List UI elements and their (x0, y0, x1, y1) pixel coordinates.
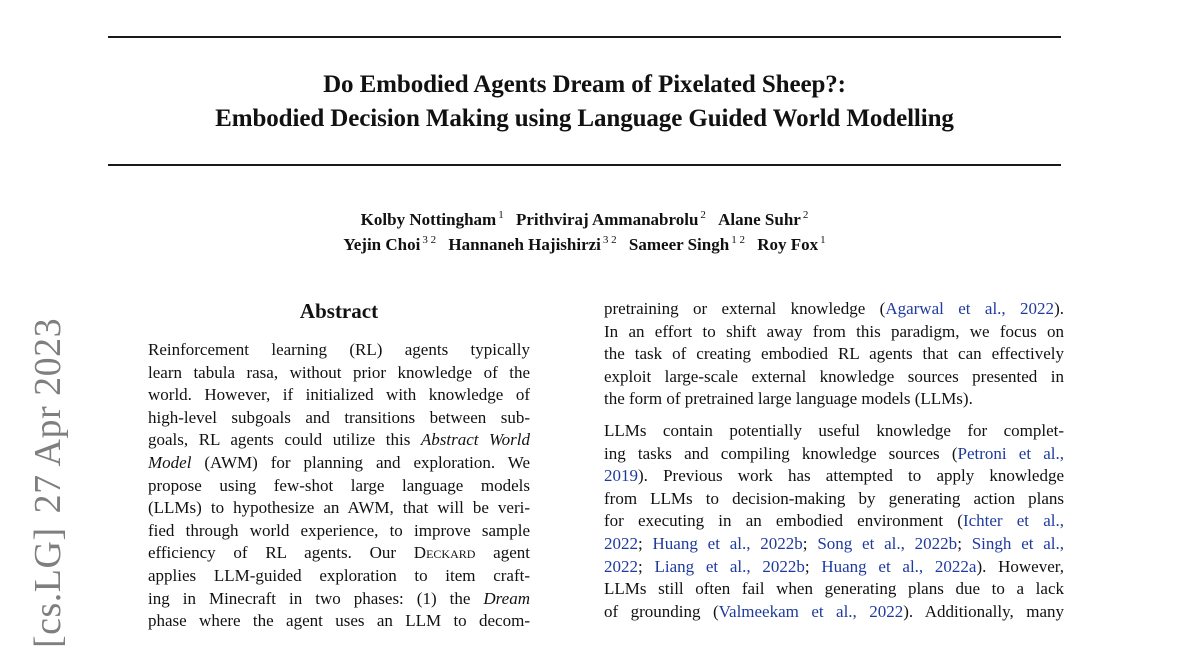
paper-title (108, 68, 1061, 136)
title-line-1: Do Embodied Agents Dream of Pixelated Sheep?: (323, 71, 846, 98)
citation-link[interactable]: Agarwal et al., 2022 (885, 299, 1055, 318)
text-line: world. However, if initialized with knowledge of (148, 385, 530, 405)
text-line: the task of creating embodied RL agents that can effectively (604, 344, 1064, 364)
text-line: 2022; Liang et al., 2022b; Huang et al., 2022a). However, (604, 556, 1064, 576)
citation-link[interactable]: Huang et al., 2022b (652, 533, 803, 553)
emphasis: Model (148, 452, 192, 472)
text-line: applies LLM-guided exploration to item craft- (148, 565, 530, 585)
title-rule-bottom (108, 164, 1061, 166)
text-line: Model (AWM) for planning and exploration. We (148, 452, 530, 472)
text-line: exploit large-scale external knowledge sources presented in (604, 366, 1064, 386)
abstract-body (148, 339, 530, 633)
text-line: 2022; Huang et al., 2022b; Song et al., 2022b; Singh et al., (604, 533, 1065, 553)
arxiv-category: [cs.LG] (27, 527, 69, 648)
title-rule-top (108, 36, 1061, 38)
citation-link[interactable]: 2019 (604, 466, 638, 486)
citation-link[interactable]: Liang et al., 2022b (654, 556, 805, 576)
text-line: LLMs contain potentially useful knowledge for complet- (604, 420, 1064, 440)
agent-name: Deckard (413, 543, 476, 563)
text-line: learn tabula rasa, without prior knowledge of the (148, 362, 530, 382)
text-line: propose using few-shot large language models (148, 475, 530, 495)
text-line: fied through world experience, to improve sample (148, 520, 530, 540)
author-list (108, 207, 1061, 257)
text-line: pretraining or external knowledge (Agarwal et al., 2022). (604, 299, 1064, 318)
citation-link[interactable]: Song et al., 2022b (817, 533, 958, 553)
citation-link[interactable]: 2022 (604, 533, 638, 553)
citation-link[interactable]: Huang et al., 2022a (821, 556, 977, 576)
author: Roy Fox $^1$ (757, 234, 826, 254)
arxiv-stamp (26, 318, 70, 648)
author: Hannaneh Hajishirzi $^{3 2}$ (448, 234, 617, 254)
author-line-2 (108, 232, 1061, 257)
arxiv-date: 27 Apr 2023 (27, 317, 69, 514)
author: Sameer Singh $^{1 2}$ (628, 234, 745, 254)
text-line: 2019). Previous work has attempted to apply knowledge (604, 466, 1064, 486)
emphasis: Abstract World (420, 430, 530, 450)
text-line: efficiency of RL agents. Our Deckard agent (148, 543, 530, 563)
author: Kolby Nottingham $^1$ (360, 209, 504, 229)
author: Alane Suhr $^2$ (718, 209, 809, 229)
author: Yejin Choi $^{3 2}$ (343, 234, 437, 254)
text-line: phase where the agent uses an LLM to decom- (148, 611, 530, 631)
text-line: ing tasks and compiling knowledge sources (Petroni et al., (604, 443, 1064, 463)
title-line-2: Embodied Decision Making using Language Guided World Modelling (215, 105, 954, 132)
text-line: from LLMs to decision-making by generating action plans (604, 488, 1064, 508)
text-line: for executing in an embodied environment (Ichter et al., (604, 511, 1064, 531)
text-line: Reinforcement learning (RL) agents typically (148, 340, 530, 359)
text-line: of grounding (Valmeekam et al., 2022). Additionally, many (604, 601, 1064, 621)
abstract-heading: Abstract (299, 299, 379, 323)
text-line: (LLMs) to hypothesize an AWM, that will be veri- (148, 498, 530, 518)
citation-link[interactable]: 2022 (604, 556, 638, 576)
author-line-1 (108, 207, 1061, 232)
citation-link[interactable]: Petroni et al., (957, 443, 1064, 463)
citation-link[interactable]: Singh et al., (971, 533, 1065, 553)
text-line: ing in Minecraft in two phases: (1) the Dream (148, 588, 530, 608)
emphasis: Dream (483, 588, 530, 608)
text-line: In an effort to shift away from this paradigm, we focus on (604, 321, 1064, 341)
citation-link[interactable]: Ichter et al., (962, 511, 1064, 531)
text-line: high-level subgoals and transitions between sub- (148, 407, 530, 427)
text-line: goals, RL agents could utilize this Abstract World (148, 430, 530, 450)
introduction-body (604, 298, 1064, 623)
text-line: LLMs still often fail when generating plans due to a lack (604, 579, 1064, 599)
text-line: the form of pretrained large language models (LLMs). (604, 389, 973, 409)
author: Prithviraj Ammanabrolu $^2$ (515, 209, 706, 229)
citation-link[interactable]: Valmeekam et al., 2022 (718, 601, 904, 621)
